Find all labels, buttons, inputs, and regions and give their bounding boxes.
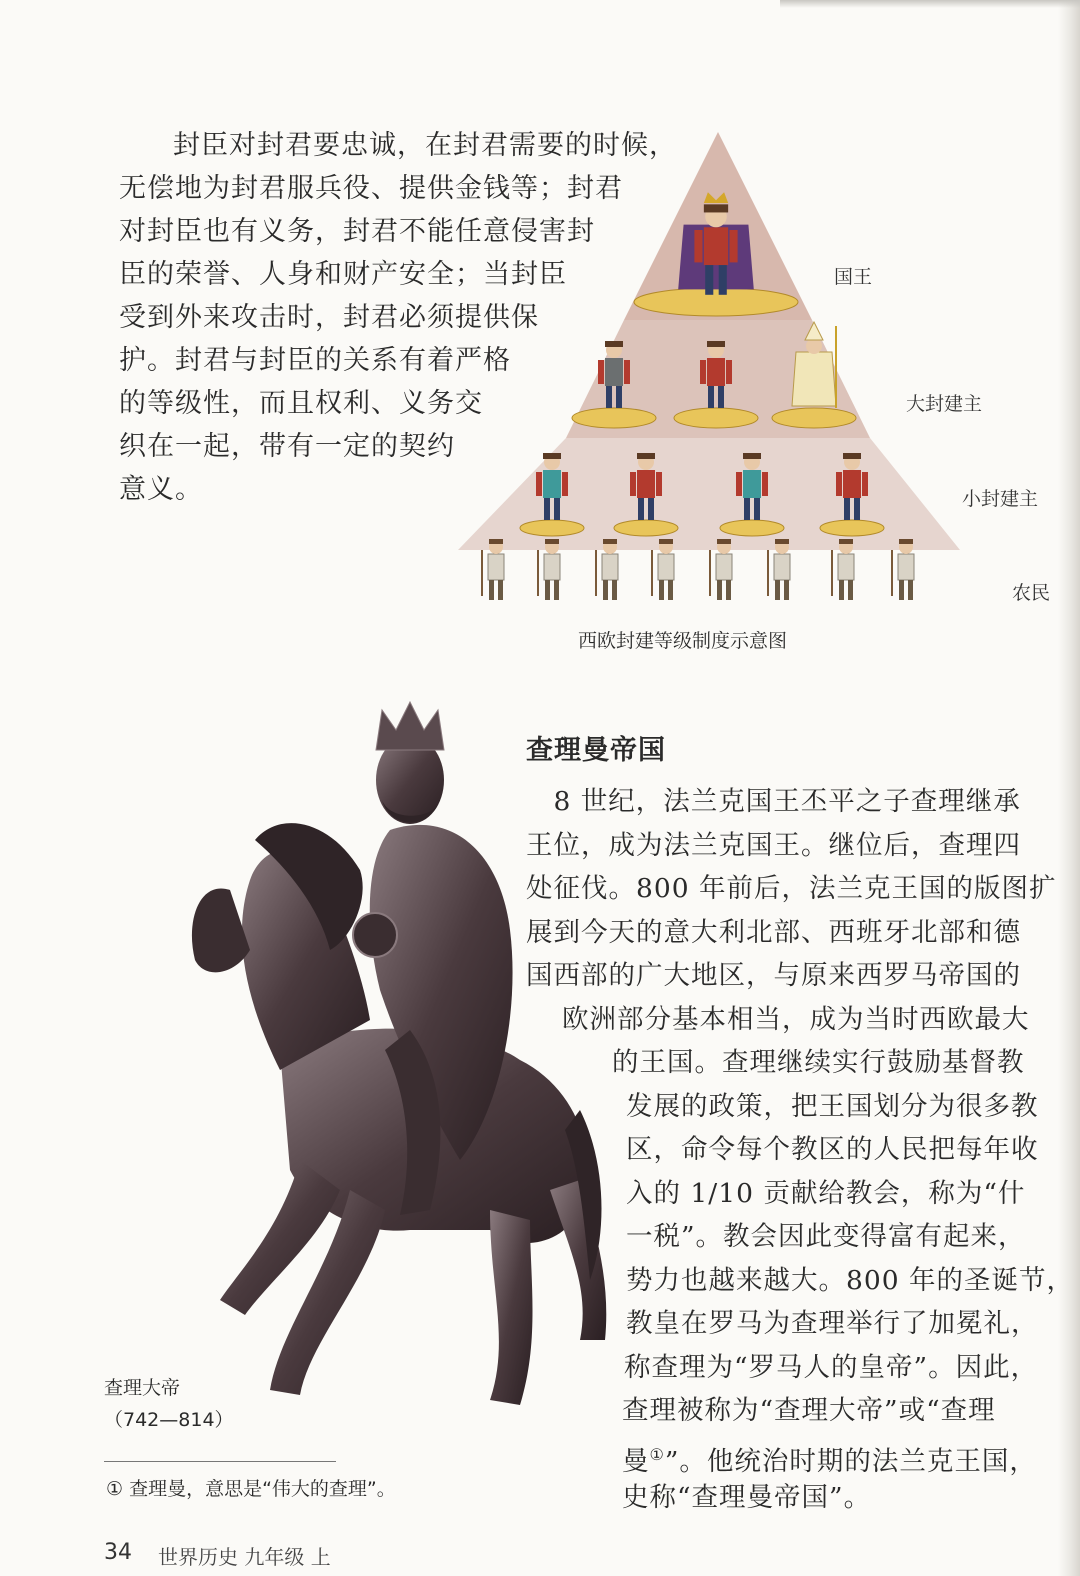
text-line: 史称“查理曼帝国”。 — [622, 1482, 872, 1513]
text-line: 臣的荣誉、人身和财产安全；当封臣 — [119, 259, 567, 290]
diagram-caption: 西欧封建等级制度示意图 — [578, 630, 788, 652]
statue-caption — [104, 1372, 234, 1436]
statue-caption-years: （742—814） — [104, 1409, 234, 1431]
text-line: 入的 1/10 贡献给教会，称为“什 — [626, 1177, 1026, 1209]
footnote-divider — [104, 1461, 336, 1462]
text-line: 织在一起，带有一定的契约 — [119, 431, 455, 462]
text-line: 受到外来攻击时，封君必须提供保 — [119, 302, 539, 333]
text-fragment: 曼 — [622, 1445, 650, 1477]
text-line: 发展的政策，把王国划分为很多教 — [626, 1090, 1039, 1122]
page-top-shadow — [780, 0, 1080, 8]
text-line: 8 世纪，法兰克国王丕平之子查理继承 — [526, 786, 1021, 817]
text-line: 国西部的广大地区，与原来西罗马帝国的 — [526, 960, 1021, 991]
text-line: 王位，成为法兰克国王。继位后，查理四 — [526, 829, 1021, 861]
statue-caption-name: 查理大帝 — [104, 1377, 181, 1399]
text-line: 封臣对封君要忠诚，在封君需要的时候， — [173, 130, 677, 161]
text-line: 区，命令每个教区的人民把每年收 — [626, 1134, 1039, 1165]
text-line: 称查理为“罗马人的皇帝”。因此， — [624, 1351, 1039, 1383]
text-line: 查理被称为“查理大帝”或“查理 — [622, 1395, 996, 1426]
text-line: 护。封君与封臣的关系有着严格 — [119, 345, 511, 376]
feudal-hierarchy-diagram — [440, 120, 1000, 620]
text-line: 欧洲部分基本相当，成为当时西欧最大 — [562, 1003, 1030, 1035]
text-line: 对封臣也有义务，封君不能任意侵害封 — [119, 216, 595, 247]
section-heading: 查理曼帝国 — [526, 735, 666, 766]
text-line: 势力也越来越大。800 年的圣诞节， — [626, 1264, 1075, 1296]
running-title: 世界历史 九年级 上 — [158, 1545, 331, 1569]
text-line: 展到今天的意大利北部、西班牙北部和德 — [526, 916, 1021, 948]
tier-label-great-lords: 大封建主 — [906, 393, 983, 415]
footnote: ① 查理曼，意思是“伟大的查理”。 — [106, 1478, 396, 1500]
tier-label-king: 国王 — [834, 266, 873, 288]
text-line: 的王国。查理继续实行鼓励基督教 — [612, 1047, 1025, 1078]
text-line: 意义。 — [119, 474, 203, 505]
tier-label-lesser-lords: 小封建主 — [962, 488, 1039, 510]
text-line: 处征伐。800 年前后，法兰克王国的版图扩 — [526, 873, 1057, 904]
text-line: 教皇在罗马为查理举行了加冕礼， — [626, 1308, 1039, 1339]
footnote-marker[interactable]: ① — [649, 1444, 665, 1464]
text-line — [526, 1433, 1074, 1477]
text-line: 一税”。教会因此变得富有起来， — [626, 1221, 1026, 1252]
text-line: 无偿地为封君服兵役、提供金钱等；封君 — [119, 173, 623, 204]
section-body — [526, 780, 1074, 1520]
text-line: 的等级性，而且权利、义务交 — [119, 388, 483, 419]
text-fragment: ”。他统治时期的法兰克王国， — [664, 1445, 1037, 1477]
page-number: 34 — [104, 1540, 132, 1565]
tier-label-peasants: 农民 — [1012, 582, 1051, 604]
